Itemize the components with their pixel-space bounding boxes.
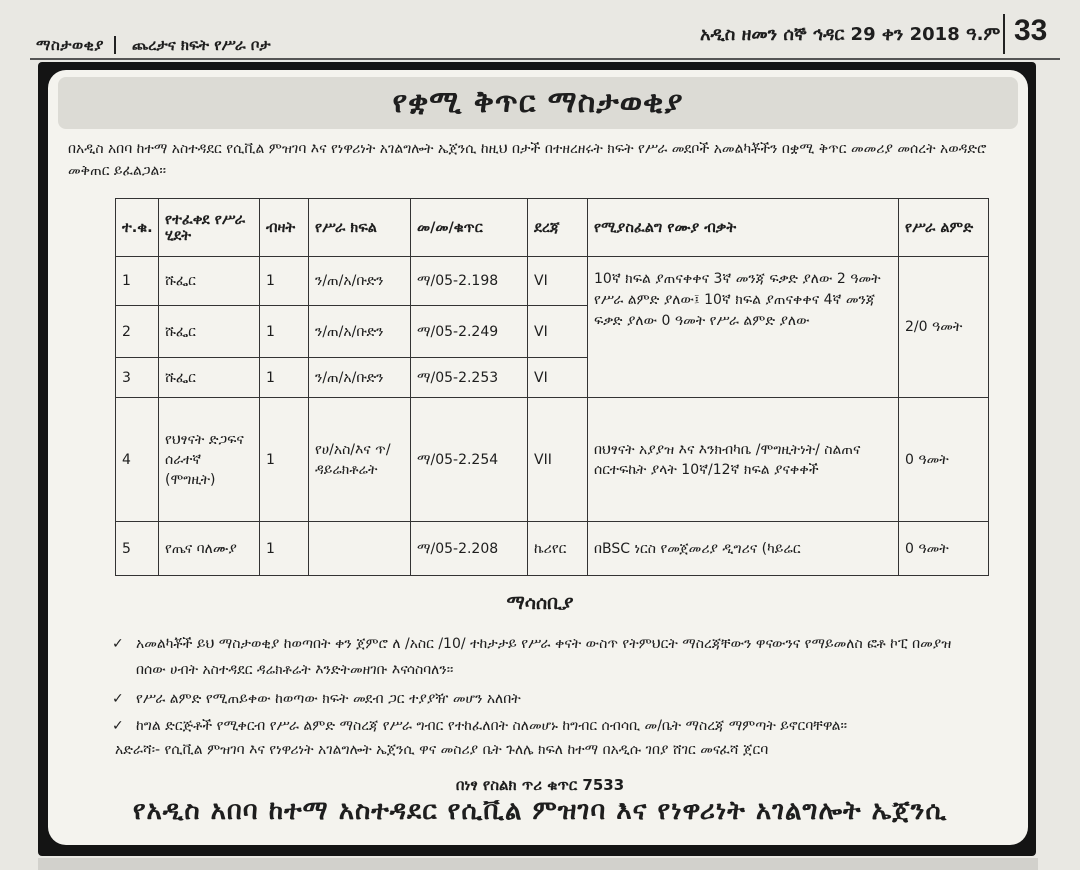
row-number: 4 bbox=[116, 398, 159, 522]
job-title: ሹፌር bbox=[159, 257, 260, 306]
requirement-cell: በBSC ነርስ የመጀመሪያ ዲግሪና (ካይሬር bbox=[588, 522, 899, 576]
row-number: 5 bbox=[116, 522, 159, 576]
col-header: ብዛት bbox=[260, 199, 309, 257]
vacancy-table bbox=[115, 198, 989, 576]
table-row bbox=[116, 522, 989, 576]
job-grade: VI bbox=[528, 358, 588, 398]
note-item-continued bbox=[112, 658, 1032, 682]
header-rule bbox=[30, 58, 1060, 60]
check-icon: ✓ bbox=[112, 718, 124, 734]
requirement-cell: በህፃናት አያያዝ እና እንክብካቤ /ሞግዚትነት/ ስልጠና ሰርተፍኬት ያላት 10ኛ/12ኛ ክፍል ያናቀቀች bbox=[588, 398, 899, 522]
page-number: 33 bbox=[1014, 14, 1048, 47]
page-separator bbox=[1003, 14, 1005, 54]
col-header: ደረጃ bbox=[528, 199, 588, 257]
work-unit: ን/ጠ/አ/ቡድን bbox=[309, 306, 411, 358]
job-code: ማ/05-2.208 bbox=[411, 522, 528, 576]
experience-cell: 0 ዓመት bbox=[899, 398, 989, 522]
col-header: ተ.ቁ. bbox=[116, 199, 159, 257]
col-header: የሥራ ልምድ bbox=[899, 199, 989, 257]
work-unit: ን/ጠ/አ/ቡድን bbox=[309, 257, 411, 306]
note-text: አመልካቾች ይህ ማስታወቂያ ከወጣበት ቀን ጀምሮ ለ /አስር /10/ ተከታታይ የሥራ ቀናት ውስጥ የትምህርት ማስረጃቸውን ዋናውንና የማይመለስ ፎቶ ኮፒ በመያዝ bbox=[136, 636, 952, 652]
newspaper-date: አዲስ ዘመን ሰኞ ኅዳር 29 ቀን 2018 ዓ.ም bbox=[700, 24, 1001, 45]
experience-cell: 2/0 ዓመት bbox=[899, 257, 989, 398]
job-title: የህፃናት ድጋፍና ሰራተኛ (ሞግዚት) bbox=[159, 398, 260, 522]
col-header: የተፈቀደ የሥራ ሂደት bbox=[159, 199, 260, 257]
job-code: ማ/05-2.253 bbox=[411, 358, 528, 398]
header-separator bbox=[114, 36, 116, 54]
experience-cell: 0 ዓመት bbox=[899, 522, 989, 576]
agency-name: የአዲስ አበባ ከተማ አስተዳደር የሲቪል ምዝገባ እና የነዋሪነት አገልግሎት ኤጀንሲ bbox=[132, 796, 948, 826]
job-grade: VI bbox=[528, 257, 588, 306]
note-text: የሥራ ልምድ የሚጠይቀው ከወጣው ክፍት መደብ ጋር ተያያዥ መሆን አለበት bbox=[136, 691, 521, 707]
table-row bbox=[116, 398, 989, 522]
note-text: በሰው ሀብት አስተዳደር ዳሬክቶሬት እንድትመዘገቡ እናሳስባለን፡፡ bbox=[136, 662, 454, 678]
col-header: የሥራ ክፍል bbox=[309, 199, 411, 257]
title-banner bbox=[58, 77, 1018, 129]
notice-title: የቋሚ ቅጥር ማስታወቂያ bbox=[392, 85, 684, 120]
job-code: ማ/05-2.198 bbox=[411, 257, 528, 306]
work-unit: የሀ/አስ/እና ጥ/ ዳይሬክቶሬት bbox=[309, 398, 411, 522]
note-item bbox=[112, 714, 1032, 738]
section-label: ማስታወቂያ bbox=[36, 36, 104, 54]
section-name: ጨረታና ክፍት የሥራ ቦታ bbox=[132, 36, 271, 54]
job-quantity: 1 bbox=[260, 257, 309, 306]
job-quantity: 1 bbox=[260, 358, 309, 398]
newspaper-header bbox=[0, 0, 1080, 60]
job-title: ሹፌር bbox=[159, 358, 260, 398]
address-line: አድራሻ፡- የሲቪል ምዝገባ እና የነዋሪነት አገልግሎት ኤጀንሲ ዋና መስሪያ ቤት ጉለሌ ክፍለ ከተማ በአዲሱ ገበያ ሸገር መናፈሻ ጀርባ bbox=[115, 742, 769, 758]
work-unit bbox=[309, 522, 411, 576]
check-icon: ✓ bbox=[112, 636, 124, 652]
table-header-row bbox=[116, 199, 989, 257]
job-grade: VII bbox=[528, 398, 588, 522]
work-unit: ን/ጠ/አ/ቡድን bbox=[309, 358, 411, 398]
job-quantity: 1 bbox=[260, 398, 309, 522]
col-header: መ/መ/ቁጥር bbox=[411, 199, 528, 257]
next-ad-edge bbox=[38, 858, 1038, 870]
table-row bbox=[116, 257, 989, 306]
job-code: ማ/05-2.254 bbox=[411, 398, 528, 522]
row-number: 2 bbox=[116, 306, 159, 358]
check-icon: ✓ bbox=[112, 691, 124, 707]
row-number: 1 bbox=[116, 257, 159, 306]
job-grade: VI bbox=[528, 306, 588, 358]
notes-title: ማሳሰቢያ bbox=[506, 592, 574, 614]
requirement-cell: 10ኛ ክፍል ያጠናቀቀና 3ኛ መንጃ ፍቃድ ያለው 2 ዓመት የሥራ ልምድ ያለው፤ 10ኛ ክፍል ያጠናቀቀና 4ኛ መንጃ ፍቃድ ያለው 0 ዓመት የሥራ ልምድ ያለው bbox=[588, 257, 899, 398]
note-text: ከግል ድርጅቶች የሚቀርብ የሥራ ልምድ ማስረጃ የሥራ ግብር የተከፈለበት ስለመሆኑ ከግብር ሰብሳቢ መ/ቤት ማስረጃ ማምጣት ይኖርባቸዋል፡፡ bbox=[136, 718, 848, 734]
job-code: ማ/05-2.249 bbox=[411, 306, 528, 358]
job-quantity: 1 bbox=[260, 306, 309, 358]
job-title: ሹፌር bbox=[159, 306, 260, 358]
note-item bbox=[112, 632, 1032, 656]
job-grade: ኬሪየር bbox=[528, 522, 588, 576]
col-header: የሚያስፈልግ የሙያ ብቃት bbox=[588, 199, 899, 257]
job-quantity: 1 bbox=[260, 522, 309, 576]
hotline-number: በነፃ የስልክ ጥሪ ቁጥር 7533 bbox=[455, 776, 625, 794]
intro-paragraph: በአዲስ አበባ ከተማ አስተዳደር የሲቪል ምዝገባ እና የነዋሪነት አገልግሎት ኤጀንሲ ከዚህ በታች በተዘረዘሩት ክፍት የሥራ መደቦች አመልካቾችን በቋሚ ቅጥር መመሪያ መሰረት አወዳድሮ መቅጠር ይፈልጋል፡፡ bbox=[68, 141, 987, 179]
row-number: 3 bbox=[116, 358, 159, 398]
job-title: የጤና ባለሙያ bbox=[159, 522, 260, 576]
note-item bbox=[112, 687, 1032, 711]
